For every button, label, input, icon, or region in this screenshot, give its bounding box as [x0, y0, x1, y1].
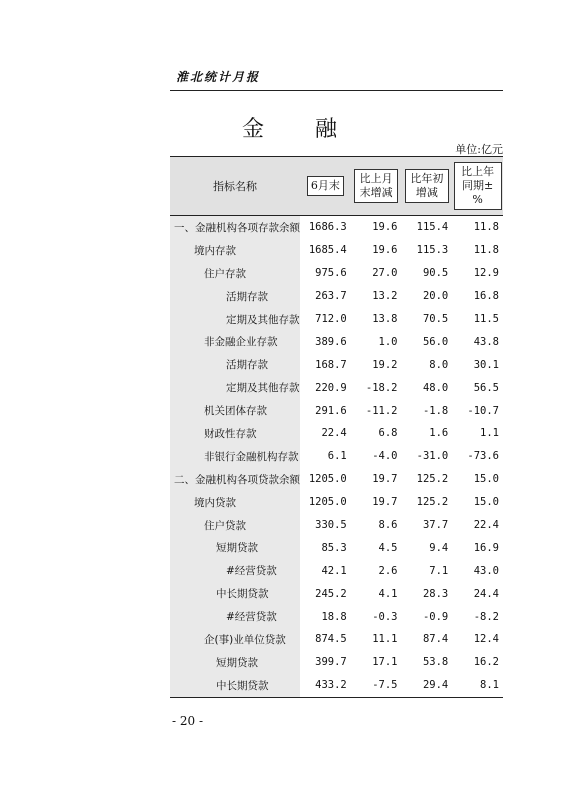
column-header-yoy-percent: 比上年同期±%: [452, 157, 503, 216]
table-row: [170, 605, 503, 628]
page-number: - 20 -: [172, 714, 204, 728]
ytd-change-cell: -31.0: [416, 450, 449, 463]
indicator-name-cell: 定期及其他存款: [170, 308, 300, 331]
unit-label: 单位:亿元: [455, 143, 503, 156]
june-end-value-cell: 389.6: [315, 335, 347, 348]
finance-table-container: [170, 156, 503, 698]
june-end-value-cell: 291.6: [315, 404, 347, 417]
june-end-value-cell: 220.9: [315, 381, 347, 394]
table-header-row: [170, 157, 503, 216]
yoy-percent-cell: 16.2: [473, 656, 499, 669]
june-end-value-cell: 1686.3: [308, 221, 347, 234]
june-end-value-cell: 85.3: [321, 541, 347, 554]
mom-change-cell: 11.1: [372, 633, 398, 646]
yoy-percent-cell: -8.2: [473, 610, 499, 623]
ytd-change-cell: 9.4: [429, 541, 449, 554]
table-row: [170, 445, 503, 468]
report-header-title: 淮北统计月报: [176, 70, 261, 84]
indicator-name-cell: 境内贷款: [170, 491, 300, 514]
yoy-percent-cell: 11.8: [473, 221, 499, 234]
indicator-name-cell: 短期贷款: [170, 536, 300, 559]
yoy-percent-cell: 56.5: [473, 381, 499, 394]
table-row: [170, 399, 503, 422]
yoy-percent-cell: 1.1: [480, 427, 499, 440]
table-row: [170, 262, 503, 285]
mom-change-cell: 13.8: [372, 313, 398, 325]
june-end-value-cell: 874.5: [315, 633, 347, 646]
mom-change-cell: 6.8: [378, 427, 398, 440]
yoy-percent-cell: 22.4: [473, 519, 499, 532]
yoy-percent-cell: 16.9: [473, 541, 499, 554]
june-end-value-cell: 22.4: [321, 427, 347, 440]
finance-table: [170, 156, 503, 698]
mom-change-cell: -18.2: [365, 381, 398, 394]
indicator-name-cell: #经营贷款: [170, 605, 300, 628]
yoy-percent-cell: 43.0: [473, 564, 499, 577]
mom-change-cell: -0.3: [372, 610, 398, 623]
indicator-name-cell: 企(事)业单位贷款: [170, 628, 300, 651]
table-row: [170, 491, 503, 514]
indicator-name-cell: 中长期贷款: [170, 582, 300, 605]
mom-change-cell: 4.1: [378, 587, 398, 600]
ytd-change-cell: -1.8: [422, 404, 449, 417]
table-row: [170, 628, 503, 651]
table-row: [170, 468, 503, 491]
june-end-value-cell: 6.1: [327, 450, 347, 463]
ytd-change-cell: 1.6: [429, 427, 449, 440]
june-end-value-cell: 399.7: [315, 656, 347, 669]
table-row: [170, 559, 503, 582]
ytd-change-cell: 87.4: [422, 633, 449, 646]
ytd-change-cell: 20.0: [422, 290, 449, 303]
header-divider: [170, 90, 503, 91]
yoy-percent-cell: 43.8: [473, 335, 499, 348]
ytd-change-cell: 115.4: [416, 221, 449, 234]
june-end-value-cell: 18.8: [321, 610, 347, 623]
yoy-percent-cell: 8.1: [480, 679, 499, 692]
june-end-value-cell: 330.5: [315, 519, 347, 532]
ytd-change-cell: 48.0: [422, 381, 449, 394]
yoy-percent-cell: 11.5: [473, 313, 499, 325]
mom-change-cell: 19.6: [372, 244, 398, 257]
mom-change-cell: 19.7: [372, 496, 398, 509]
column-header-mom-change: 比上月末增减: [351, 157, 402, 216]
ytd-change-cell: 53.8: [422, 656, 449, 669]
mom-change-cell: 19.2: [372, 358, 398, 371]
table-row: [170, 216, 503, 239]
ytd-change-cell: 56.0: [422, 335, 449, 348]
mom-change-cell: -11.2: [365, 404, 398, 417]
yoy-percent-cell: 24.4: [473, 587, 499, 600]
june-end-value-cell: 168.7: [315, 358, 347, 371]
ytd-change-cell: 37.7: [422, 519, 449, 532]
indicator-name-cell: 境内存款: [170, 239, 300, 262]
mom-change-cell: -7.5: [372, 679, 398, 692]
mom-change-cell: 19.7: [372, 473, 398, 486]
indicator-name-cell: 一、金融机构各项存款余额: [170, 216, 300, 239]
ytd-change-cell: 90.5: [422, 267, 449, 280]
indicator-name-cell: 活期存款: [170, 353, 300, 376]
mom-change-cell: 13.2: [372, 290, 398, 303]
indicator-name-cell: 二、金融机构各项贷款余额: [170, 468, 300, 491]
mom-change-cell: 4.5: [378, 541, 398, 554]
mom-change-cell: 17.1: [372, 656, 398, 669]
indicator-name-cell: 活期存款: [170, 285, 300, 308]
indicator-name-cell: 财政性存款: [170, 422, 300, 445]
yoy-percent-cell: -10.7: [467, 404, 499, 417]
mom-change-cell: 19.6: [372, 221, 398, 234]
column-header-june-end: 6月末: [300, 157, 351, 216]
yoy-percent-cell: -73.6: [467, 450, 499, 463]
ytd-change-cell: 115.3: [416, 244, 449, 257]
mom-change-cell: 1.0: [378, 335, 398, 348]
table-row: [170, 239, 503, 262]
table-row: [170, 308, 503, 331]
column-header-ytd-change: 比年初增减: [402, 157, 453, 216]
table-row: [170, 514, 503, 537]
indicator-name-cell: 住户存款: [170, 262, 300, 285]
page-title: 金 融: [242, 117, 359, 142]
table-row: [170, 376, 503, 399]
june-end-value-cell: 1685.4: [308, 244, 347, 257]
yoy-percent-cell: 30.1: [473, 358, 499, 371]
june-end-value-cell: 263.7: [315, 290, 347, 303]
ytd-change-cell: -0.9: [422, 610, 449, 623]
yoy-percent-cell: 15.0: [473, 496, 499, 509]
indicator-name-cell: 非金融企业存款: [170, 330, 300, 353]
june-end-value-cell: 42.1: [321, 564, 347, 577]
table-row: [170, 353, 503, 376]
ytd-change-cell: 70.5: [422, 313, 449, 325]
june-end-value-cell: 433.2: [315, 679, 347, 692]
table-row: [170, 285, 503, 308]
mom-change-cell: -4.0: [372, 450, 398, 463]
ytd-change-cell: 8.0: [429, 358, 449, 371]
column-header-indicator: 指标名称: [170, 157, 300, 216]
table-row: [170, 536, 503, 559]
june-end-value-cell: 245.2: [315, 587, 347, 600]
mom-change-cell: 8.6: [378, 519, 398, 532]
ytd-change-cell: 7.1: [429, 564, 449, 577]
yoy-percent-cell: 12.9: [473, 267, 499, 280]
indicator-name-cell: 中长期贷款: [170, 674, 300, 697]
indicator-name-cell: 短期贷款: [170, 651, 300, 674]
mom-change-cell: 27.0: [372, 267, 398, 280]
indicator-name-cell: 非银行金融机构存款: [170, 445, 300, 468]
ytd-change-cell: 28.3: [422, 587, 449, 600]
ytd-change-cell: 29.4: [422, 679, 449, 692]
mom-change-cell: 2.6: [378, 564, 398, 577]
table-row: [170, 582, 503, 605]
table-row: [170, 330, 503, 353]
indicator-name-cell: 住户贷款: [170, 514, 300, 537]
yoy-percent-cell: 16.8: [473, 290, 499, 303]
ytd-change-cell: 125.2: [416, 473, 449, 486]
indicator-name-cell: 机关团体存款: [170, 399, 300, 422]
table-row: [170, 651, 503, 674]
june-end-value-cell: 1205.0: [308, 473, 347, 486]
june-end-value-cell: 712.0: [315, 313, 347, 325]
indicator-name-cell: #经营贷款: [170, 559, 300, 582]
june-end-value-cell: 1205.0: [308, 496, 347, 509]
yoy-percent-cell: 15.0: [473, 473, 499, 486]
table-row: [170, 674, 503, 697]
table-row: [170, 422, 503, 445]
june-end-value-cell: 975.6: [315, 267, 347, 280]
ytd-change-cell: 125.2: [416, 496, 449, 509]
yoy-percent-cell: 12.4: [473, 633, 499, 646]
yoy-percent-cell: 11.8: [473, 244, 499, 257]
indicator-name-cell: 定期及其他存款: [170, 376, 300, 399]
